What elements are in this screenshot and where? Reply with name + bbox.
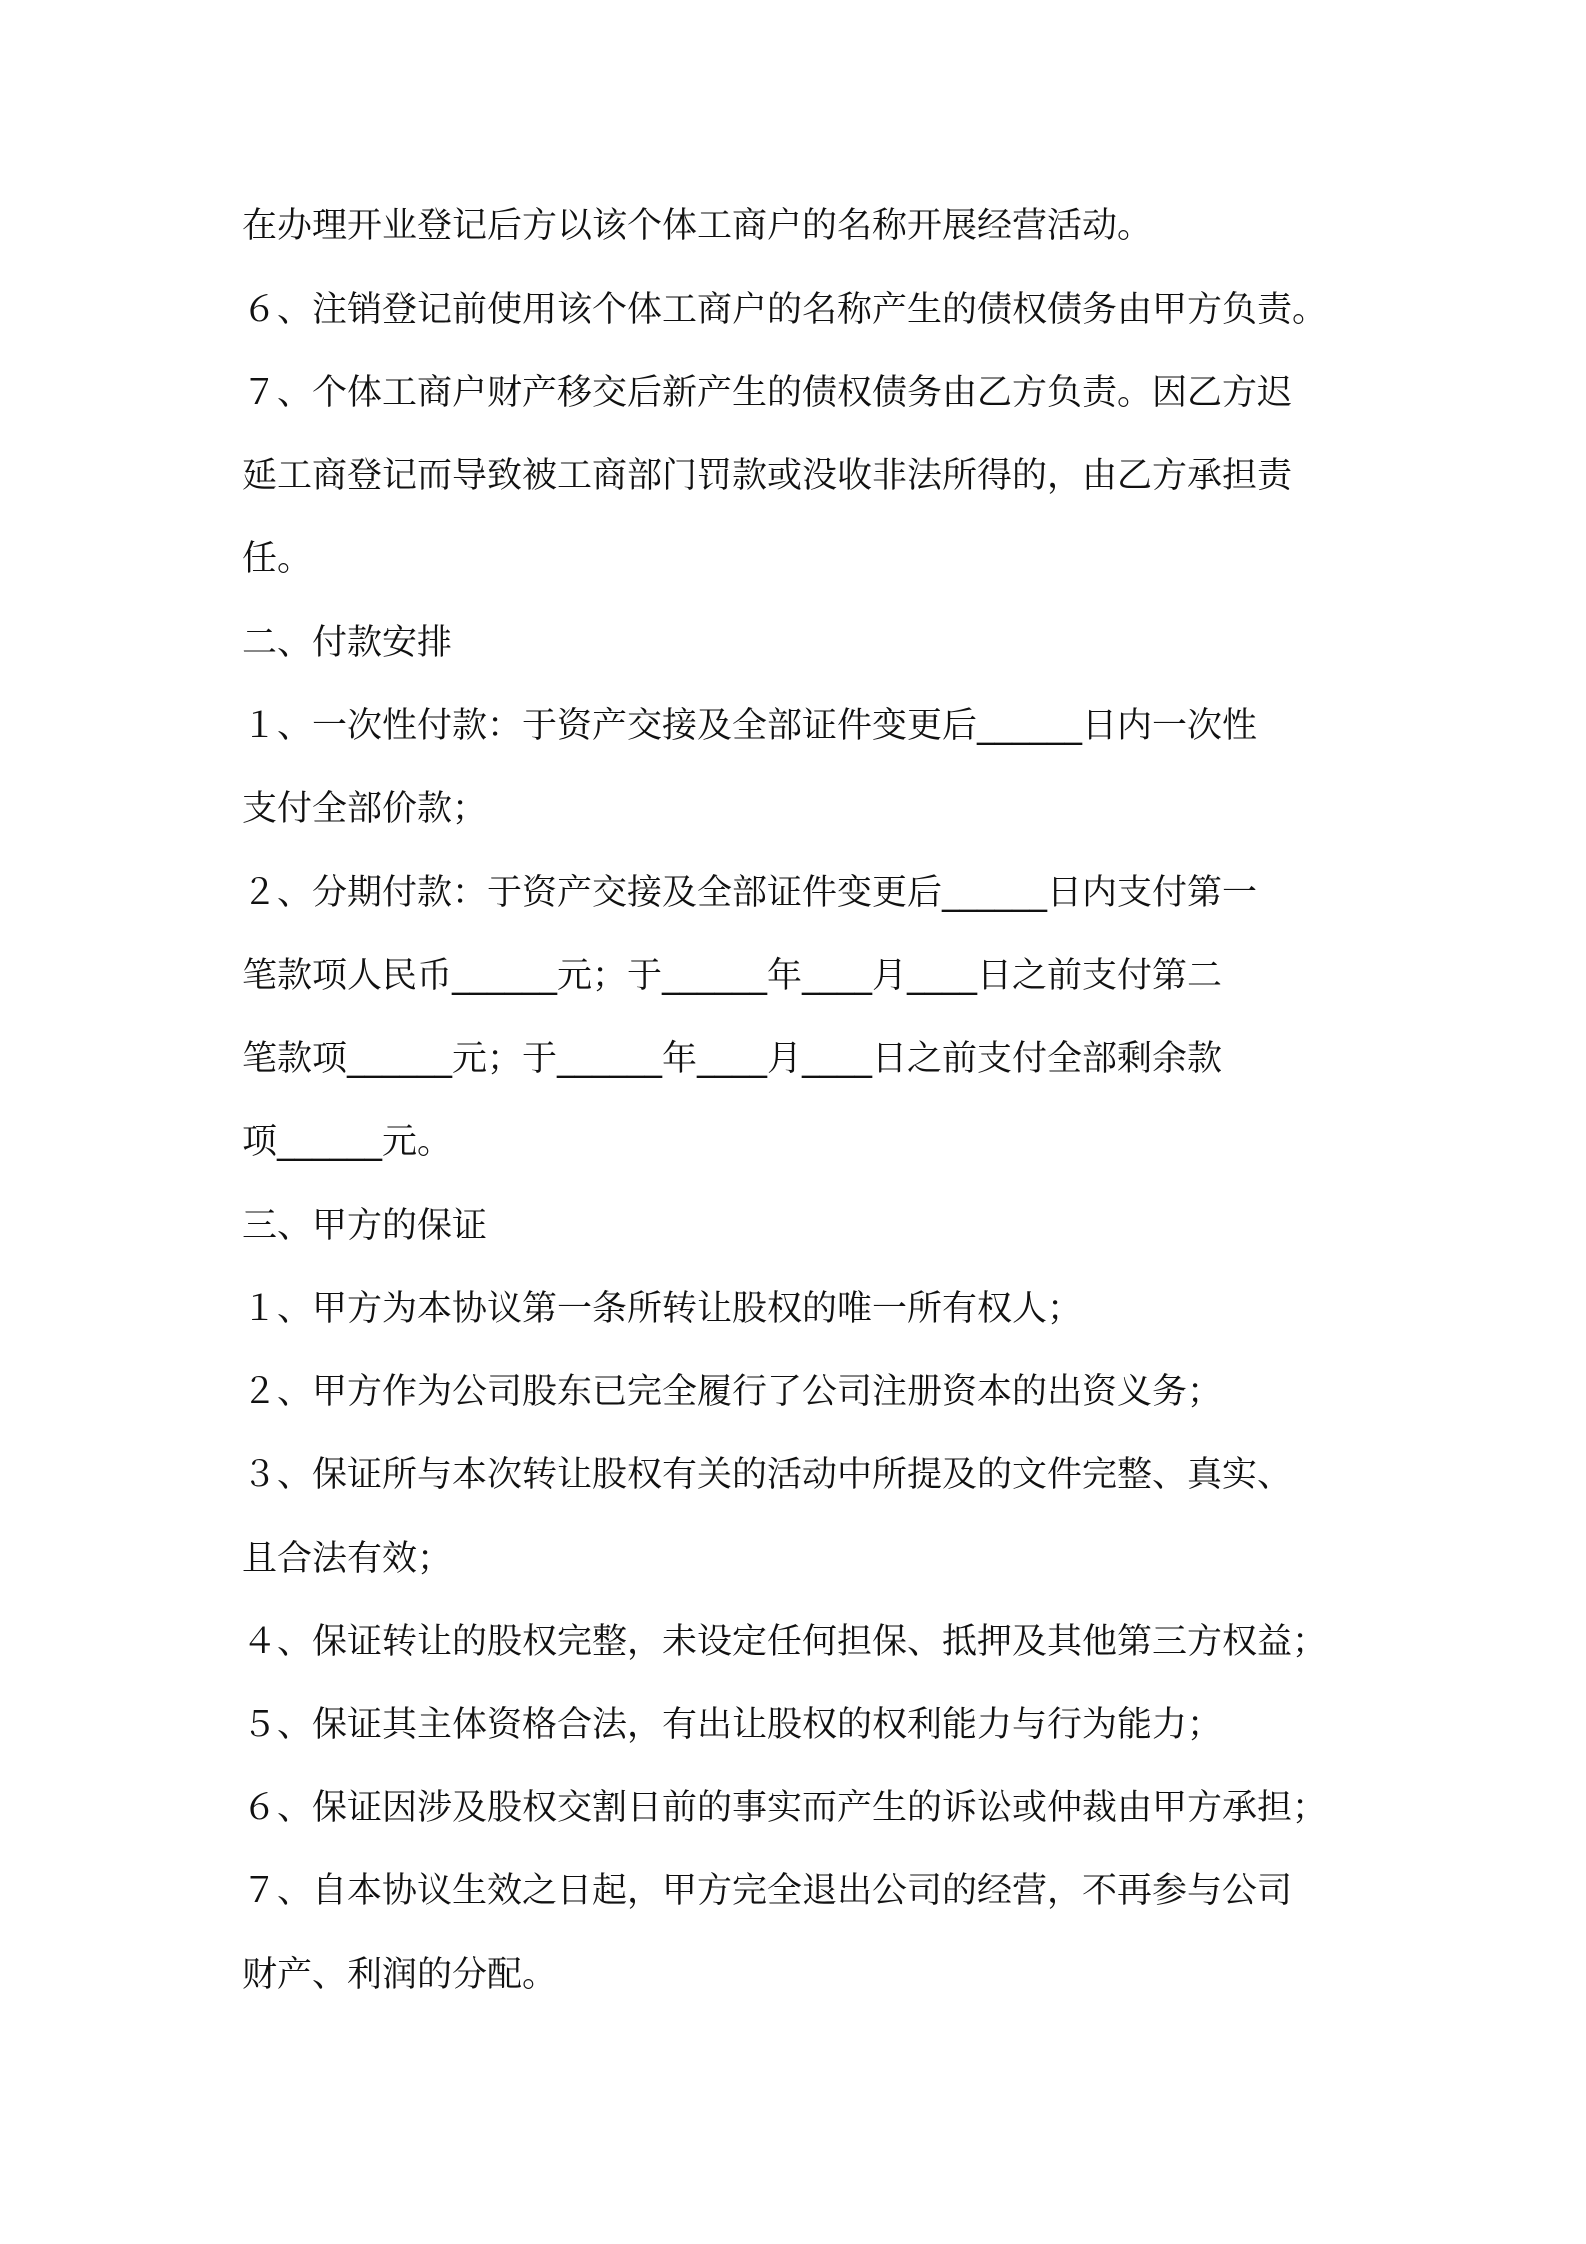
text-line-9: ２、分期付款：于资产交接及全部证件变更后______日内支付第一 <box>242 873 1258 913</box>
text-line-2: ６、注销登记前使用该个体工商户的名称产生的债权债务由甲方负责。 <box>242 290 1328 330</box>
text-line-3: ７、个体工商户财产移交后新产生的债权债务由乙方负责。因乙方迟 <box>242 373 1293 413</box>
text-line-16: ３、保证所与本次转让股权有关的活动中所提及的文件完整、真实、 <box>242 1455 1293 1495</box>
text-line-20: ６、保证因涉及股权交割日前的事实而产生的诉讼或仲裁由甲方承担； <box>242 1788 1328 1828</box>
text-line-11: 笔款项______元；于______年____月____日之前支付全部剩余款 <box>242 1039 1223 1079</box>
text-line-14: １、甲方为本协议第一条所转让股权的唯一所有权人； <box>242 1289 1083 1329</box>
text-line-15: ２、甲方作为公司股东已完全履行了公司注册资本的出资义务； <box>242 1372 1223 1412</box>
text-line-4: 延工商登记而导致被工商部门罚款或没收非法所得的，由乙方承担责 <box>242 456 1293 496</box>
text-line-19: ５、保证其主体资格合法，有出让股权的权利能力与行为能力； <box>242 1705 1223 1745</box>
text-line-8: 支付全部价款； <box>242 789 488 829</box>
section-heading-payment: 二、付款安排 <box>242 623 453 663</box>
text-line-12: 项______元。 <box>242 1122 453 1162</box>
text-line-1: 在办理开业登记后方以该个体工商户的名称开展经营活动。 <box>242 206 1153 246</box>
text-line-5: 任。 <box>242 539 313 579</box>
text-line-7: １、一次性付款：于资产交接及全部证件变更后______日内一次性 <box>242 706 1258 746</box>
text-line-18: ４、保证转让的股权完整，未设定任何担保、抵押及其他第三方权益； <box>242 1622 1328 1662</box>
text-line-22: 财产、利润的分配。 <box>242 1955 558 1995</box>
section-heading-guarantee: 三、甲方的保证 <box>242 1206 488 1246</box>
text-line-21: ７、自本协议生效之日起，甲方完全退出公司的经营，不再参与公司 <box>242 1871 1293 1911</box>
text-line-17: 且合法有效； <box>242 1539 453 1579</box>
text-line-10: 笔款项人民币______元；于______年____月____日之前支付第二 <box>242 956 1223 996</box>
